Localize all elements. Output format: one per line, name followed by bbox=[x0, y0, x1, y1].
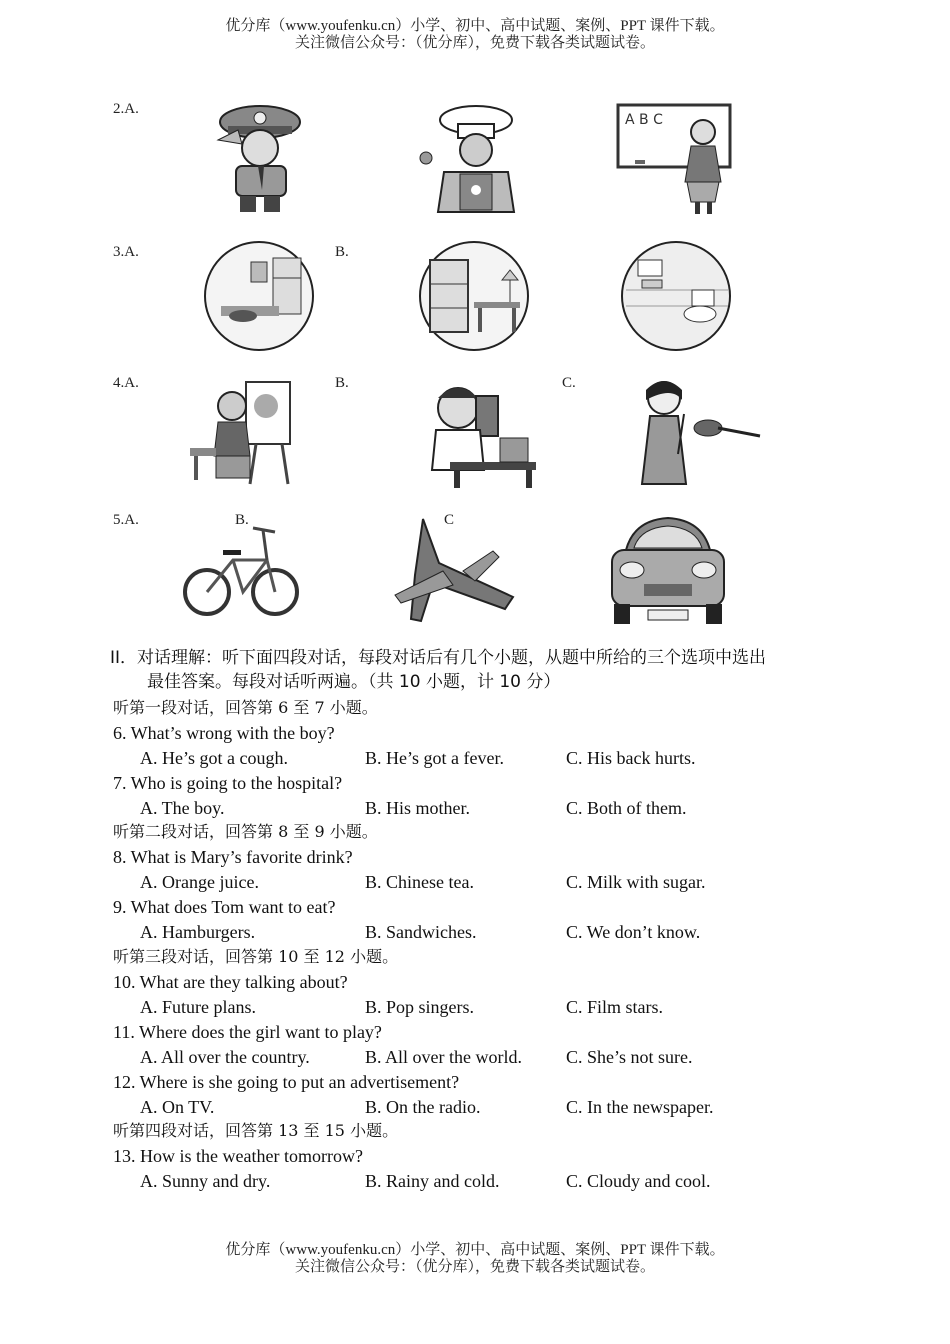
question-6: 6. What’s wrong with the boy? bbox=[113, 723, 335, 743]
q5-label-c: C bbox=[444, 512, 455, 528]
teacher-image bbox=[615, 102, 735, 217]
dialogue-1-intro: 听第一段对话，回答第 6 至 7 小题。 bbox=[113, 698, 378, 717]
header-line-2: 关注微信公众号：（优分库），免费下载各类试题试卷。 bbox=[294, 35, 655, 51]
question-9-option-b: B. Sandwiches. bbox=[365, 922, 477, 942]
footer-line-2: 关注微信公众号：（优分库），免费下载各类试题试卷。 bbox=[294, 1259, 655, 1275]
painting-girl-image bbox=[186, 376, 298, 488]
question-7-option-b: B. His mother. bbox=[365, 798, 471, 818]
question-6-option-c: C. His back hurts. bbox=[566, 748, 696, 768]
question-7-option-c: C. Both of them. bbox=[566, 798, 687, 818]
question-9: 9. What does Tom want to eat? bbox=[113, 897, 336, 917]
question-8-option-c: C. Milk with sugar. bbox=[566, 872, 706, 892]
question-6-option-a: A. He’s got a cough. bbox=[140, 748, 288, 768]
question-8: 8. What is Mary’s favorite drink? bbox=[113, 847, 353, 867]
question-9-option-c: C. We don’t know. bbox=[566, 922, 701, 942]
footer-line-1: 优分库（www.youfenku.cn）小学、初中、高中试题、案例、PPT 课件下载。 bbox=[225, 1242, 725, 1258]
q2-label: 2.A. bbox=[113, 101, 139, 117]
question-7-option-a: A. The boy. bbox=[140, 798, 225, 818]
question-13: 13. How is the weather tomorrow? bbox=[113, 1146, 363, 1166]
dialogue-4-intro: 听第四段对话，回答第 13 至 15 小题。 bbox=[113, 1121, 399, 1140]
question-8-option-a: A. Orange juice. bbox=[140, 872, 259, 892]
reading-boy-image bbox=[410, 374, 540, 490]
question-12-option-b: B. On the radio. bbox=[365, 1097, 481, 1117]
bathroom-image bbox=[618, 240, 736, 352]
question-11-option-c: C. She’s not sure. bbox=[566, 1047, 693, 1067]
dialogue-3-intro: 听第三段对话，回答第 10 至 12 小题。 bbox=[113, 947, 399, 966]
question-12: 12. Where is she going to put an advertisement? bbox=[113, 1072, 460, 1092]
question-10-option-b: B. Pop singers. bbox=[365, 997, 475, 1017]
section-2-title bbox=[110, 646, 870, 694]
question-12-option-c: C. In the newspaper. bbox=[566, 1097, 714, 1117]
dialogue-2-intro: 听第二段对话，回答第 8 至 9 小题。 bbox=[113, 822, 378, 841]
question-11-option-a: A. All over the country. bbox=[140, 1047, 310, 1067]
question-6-option-b: B. He’s got a fever. bbox=[365, 748, 504, 768]
question-11-option-b: B. All over the world. bbox=[365, 1047, 522, 1067]
study-room-image bbox=[414, 240, 534, 352]
question-10-option-a: A. Future plans. bbox=[140, 997, 256, 1017]
q5-label-b: B. bbox=[235, 512, 249, 528]
q3-label: 3.A. bbox=[113, 244, 139, 260]
section-2-title-line-2: 最佳答案。每段对话听两遍。（共 10 小题，计 10 分） bbox=[147, 672, 561, 692]
svg-text:A B C: A B C bbox=[625, 112, 663, 128]
q5-label: 5.A. bbox=[113, 512, 139, 528]
bicycle-image bbox=[183, 516, 301, 624]
question-12-option-a: A. On TV. bbox=[140, 1097, 215, 1117]
q4-label-c: C. bbox=[562, 375, 576, 391]
question-8-option-b: B. Chinese tea. bbox=[365, 872, 474, 892]
kitchen-image bbox=[201, 240, 319, 352]
question-11: 11. Where does the girl want to play? bbox=[113, 1022, 382, 1042]
question-13-option-a: A. Sunny and dry. bbox=[140, 1171, 271, 1191]
question-10-option-c: C. Film stars. bbox=[566, 997, 664, 1017]
q3-label-b: B. bbox=[335, 244, 349, 260]
car-image bbox=[604, 510, 732, 628]
q4-label-b: B. bbox=[335, 375, 349, 391]
violin-girl-image bbox=[628, 374, 764, 490]
page-footer bbox=[0, 1242, 950, 1276]
airplane-image bbox=[393, 511, 523, 627]
header-line-1: 优分库（www.youfenku.cn）小学、初中、高中试题、案例、PPT 课件下载。 bbox=[225, 18, 725, 34]
question-7: 7. Who is going to the hospital? bbox=[113, 773, 343, 793]
police-officer-image bbox=[198, 100, 316, 215]
chef-image bbox=[414, 102, 536, 216]
question-13-option-c: C. Cloudy and cool. bbox=[566, 1171, 711, 1191]
question-10: 10. What are they talking about? bbox=[113, 972, 348, 992]
section-2-title-line-1: II．对话理解：听下面四段对话，每段对话后有几个小题，从题中所给的三个选项中选出 bbox=[110, 648, 767, 668]
page-header bbox=[0, 18, 950, 52]
question-9-option-a: A. Hamburgers. bbox=[140, 922, 256, 942]
question-13-option-b: B. Rainy and cold. bbox=[365, 1171, 500, 1191]
q4-label: 4.A. bbox=[113, 375, 139, 391]
